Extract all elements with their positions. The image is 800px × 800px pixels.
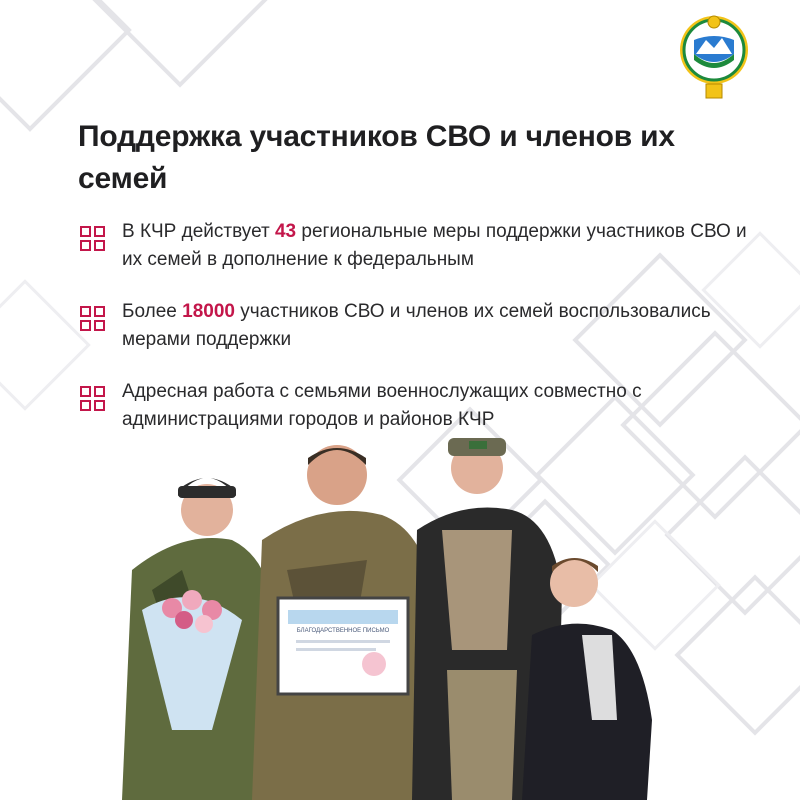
bullet-highlight-number: 18000 <box>182 301 235 322</box>
bullet-item <box>80 218 760 274</box>
person-woman <box>122 478 272 800</box>
bullet-item <box>80 298 760 354</box>
bullet-text-pre: Более <box>122 301 183 322</box>
grid-squares-icon <box>80 306 106 332</box>
certificate-heading: БЛАГОДАРСТВЕННОЕ ПИСЬМО <box>296 628 390 634</box>
bullet-list <box>80 218 760 434</box>
bullet-text-post: Адресная работа с семьями военнослужащих совместно с администрациями городов и районов КЧР <box>122 381 642 430</box>
bullet-text-pre: В КЧР действует <box>122 221 275 242</box>
page-title: Поддержка участников СВО и членов их семей <box>78 120 675 195</box>
grid-squares-icon <box>80 226 106 252</box>
person-man-center <box>252 445 432 800</box>
bullet-text-post: региональные меры поддержки участников СВО и их семей в дополнение к федеральным <box>122 221 747 270</box>
coat-of-arms-icon <box>676 10 752 102</box>
bullet-text-post: участников СВО и членов их семей воспользовались мерами поддержки <box>122 301 711 350</box>
family-photo <box>112 420 672 800</box>
bullet-highlight-number: 43 <box>274 221 297 242</box>
grid-squares-icon <box>80 386 106 412</box>
